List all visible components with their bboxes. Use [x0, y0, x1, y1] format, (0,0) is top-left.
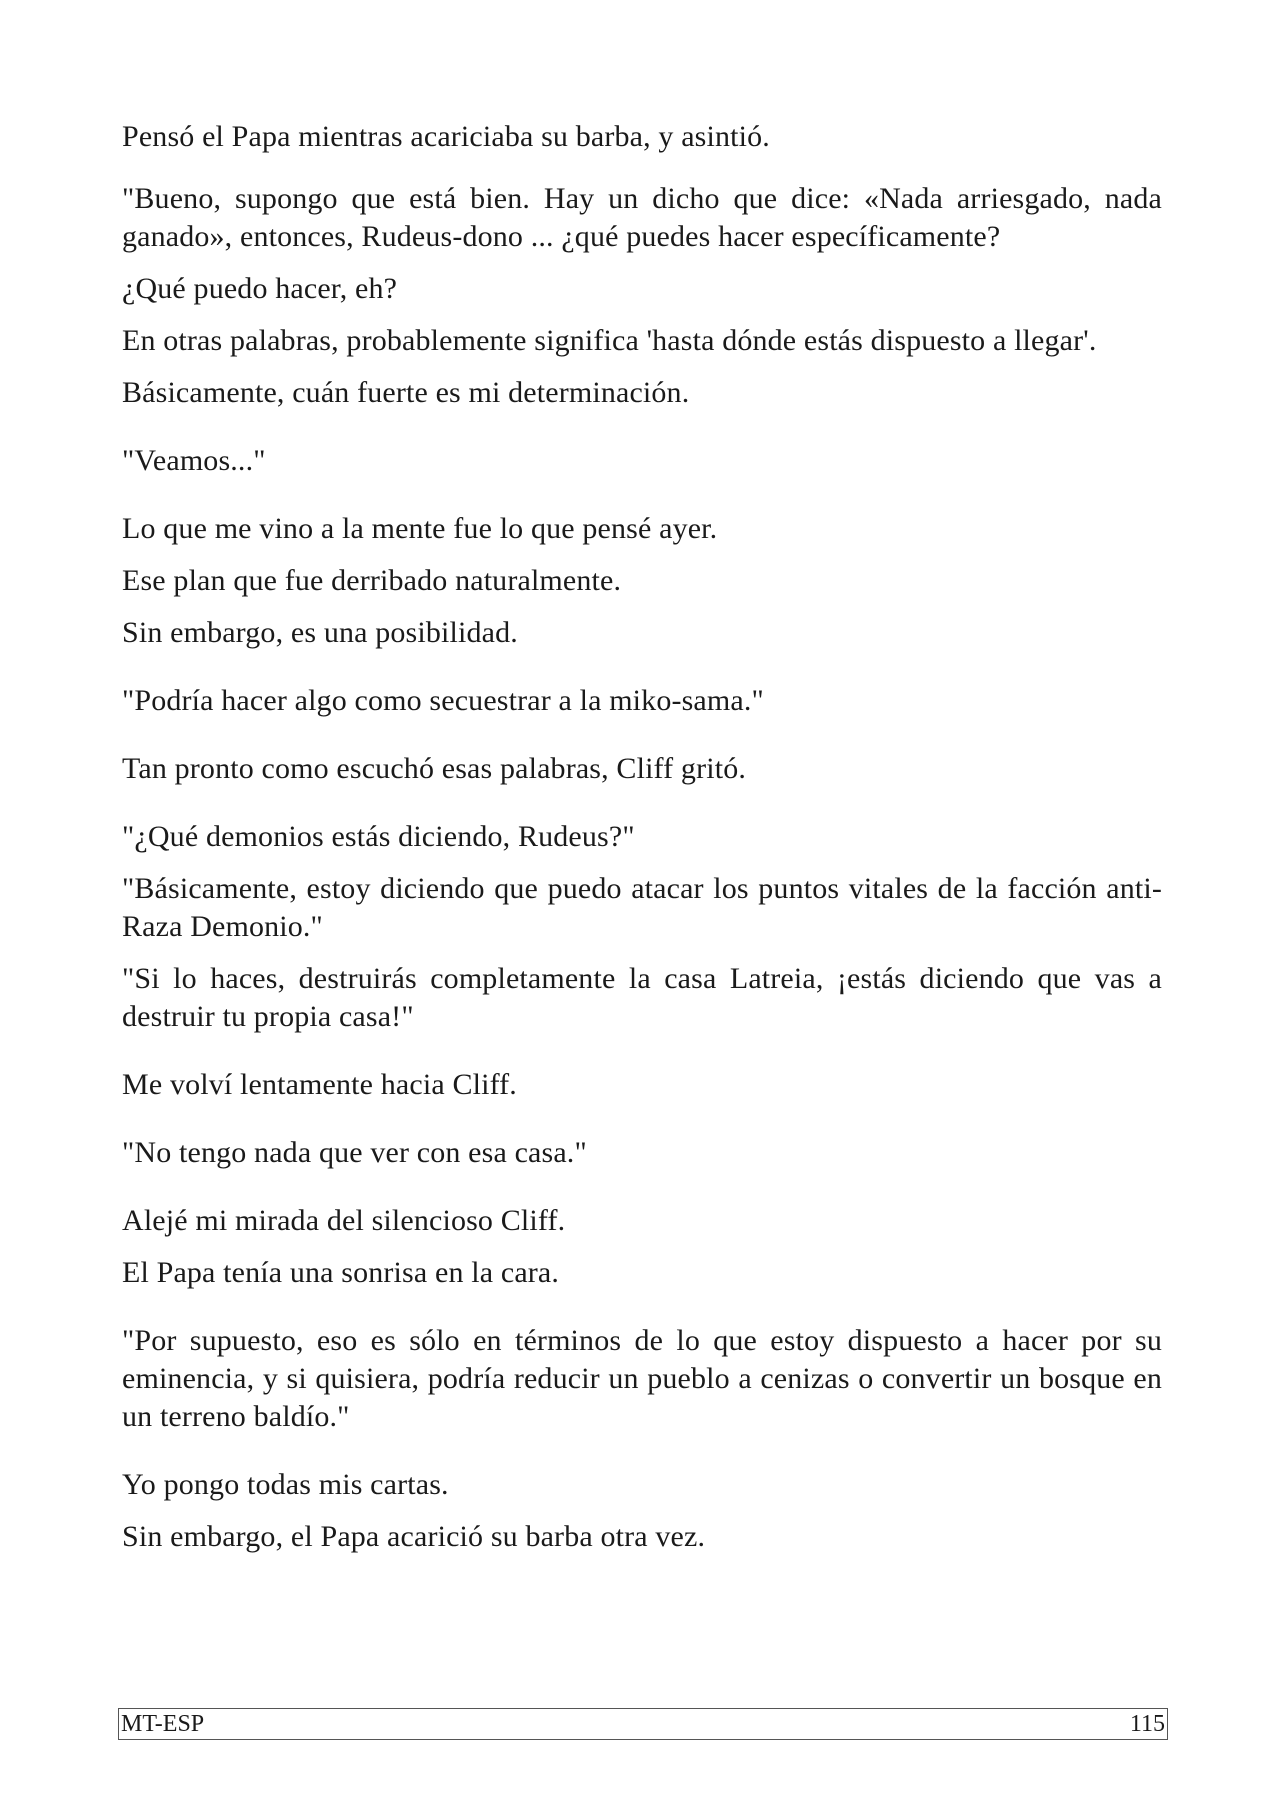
paragraph-2: "Bueno, supongo que está bien. Hay un dicho que dice: «Nada arriesgado, nada ganado», entonces, Rudeus-dono ... ¿qué puedes hacer específicamente? — [122, 182, 1162, 253]
paragraph-19: "Por supuesto, eso es sólo en términos de lo que estoy dispuesto a hacer por su eminencia, y si quisiera, podría reducir un pueblo a cenizas o convertir un bosque en un terreno baldío." — [122, 1324, 1162, 1433]
page-footer — [118, 1708, 1168, 1740]
paragraph-5: Básicamente, cuán fuerte es mi determinación. — [122, 376, 690, 409]
paragraph-7: Lo que me vino a la mente fue lo que pensé ayer. — [122, 512, 718, 545]
paragraph-8: Ese plan que fue derribado naturalmente. — [122, 564, 622, 597]
paragraph-1: Pensó el Papa mientras acariciaba su barba, y asintió. — [122, 120, 770, 153]
footer-label: MT-ESP — [121, 1711, 205, 1737]
page-number: 115 — [1129, 1711, 1165, 1737]
paragraph-16: "No tengo nada que ver con esa casa." — [122, 1136, 587, 1169]
paragraph-18: El Papa tenía una sonrisa en la cara. — [122, 1256, 560, 1289]
paragraph-3: ¿Qué puedo hacer, eh? — [122, 272, 398, 305]
paragraph-9: Sin embargo, es una posibilidad. — [122, 616, 518, 649]
paragraph-10: "Podría hacer algo como secuestrar a la miko-sama." — [122, 684, 764, 717]
paragraph-21: Sin embargo, el Papa acarició su barba otra vez. — [122, 1520, 706, 1553]
paragraph-6: "Veamos..." — [122, 444, 266, 477]
paragraph-14: "Si lo haces, destruirás completamente la casa Latreia, ¡estás diciendo que vas a destruir tu propia casa!" — [122, 962, 1162, 1033]
paragraph-20: Yo pongo todas mis cartas. — [122, 1468, 449, 1501]
paragraph-4: En otras palabras, probablemente significa 'hasta dónde estás dispuesto a llegar'. — [122, 324, 1097, 357]
paragraph-13: "Básicamente, estoy diciendo que puedo atacar los puntos vitales de la facción anti-Raza Demonio." — [122, 872, 1162, 943]
paragraph-11: Tan pronto como escuchó esas palabras, Cliff gritó. — [122, 752, 746, 785]
paragraph-15: Me volví lentamente hacia Cliff. — [122, 1068, 517, 1101]
paragraph-12: "¿Qué demonios estás diciendo, Rudeus?" — [122, 820, 635, 853]
paragraph-17: Alejé mi mirada del silencioso Cliff. — [122, 1204, 566, 1237]
document-body — [122, 118, 1162, 1556]
